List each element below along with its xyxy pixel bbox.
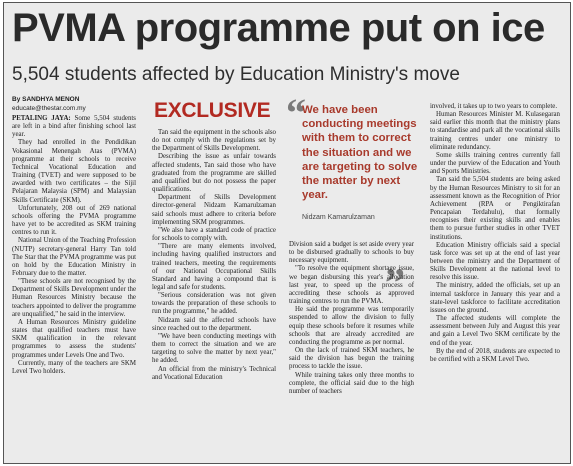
paragraph: Some skills training centres currently fall under the purview of the Education and Youth and Sports Ministries.	[430, 151, 560, 176]
paragraph: The ministry, added the officials, set up an internal taskforce in January this year and a state-level taskforce to facilitate accreditation issues on the ground.	[430, 282, 560, 314]
paragraph: "These schools are not recognised by the Department of Skills Development under the Human Resources Ministry because the teachers appointed to deliver the programme are unqualified," he said in the interview.	[12, 278, 136, 318]
newspaper-clipping	[3, 2, 571, 464]
paragraph: On the lack of trained SKM teachers, he said the division has begun the training process to tackle the issue.	[289, 347, 414, 371]
paragraph: Education Ministry officials said a special task force was set up at the end of last year between the ministry and the Department of Skills Development at the national level to resolve this issue.	[430, 241, 560, 282]
open-quote-icon: “	[286, 90, 306, 135]
paragraph: The affected students will complete the assessment between July and August this year and gain a Level Two SKM certificate by the end of the year.	[430, 315, 560, 347]
paragraph: Human Resources Minister M. Kulasegaran said earlier this month that the ministry plans to standardise and park all the vocational skills training centres under one ministry to eliminate redundancy.	[430, 111, 560, 151]
paragraph: PETALING JAYA: Some 5,504 students are left in a bind after finishing school last year.	[12, 115, 136, 139]
byline-author: By SANDHYA MENON	[12, 96, 80, 103]
paragraph: "We have been conducting meetings with them to correct the situation and we are targeting to solve the matter by next year," he added.	[152, 332, 276, 365]
paragraph: Unfortunately, 208 out of 269 national schools offering the PVMA programme have yet to be accredited as SKM training centres to run it.	[12, 204, 136, 237]
paragraph: "There are many elements involved, including having qualified instructors and trained teachers, meeting the requirements of our National Occupational Skills Standard and having a compound that is legal and safe for students.	[152, 243, 276, 291]
byline	[12, 95, 152, 113]
paragraph: Tan said the equipment in the schools also do not comply with the regulations set by the Department of Skills Development.	[152, 129, 276, 153]
paragraph: Describing the issue as unfair towards affected students, Tan said those who have graduated from the programme are skilled and qualified but do not possess the paper qualifications.	[152, 153, 276, 194]
paragraph: National Union of the Teaching Profession (NUTP) secretary-general Harry Tan told The Star that the PVMA programme was put on hold by the Education Ministry in February due to the matter.	[12, 237, 136, 277]
paragraph: They had enrolled in the Pendidikan Vokasional Menengah Atas (PVMA) programme at their schools to receive Technical Vocational Education and Training (TVET) and were supposed to be awarded with two certificates – the Sijil Pelajaran Malaysia (SPM) and Malaysian Skills Certificate (SKM).	[12, 139, 136, 204]
headline: PVMA programme put on ice	[12, 6, 545, 50]
pull-quote-text: We have been conducting meetings with them to correct the situation and we are targeting to solve the matter by next year.	[302, 104, 418, 202]
paragraph: He said the programme was temporarily suspended to allow the division to fully equip these schools before it resumes while schools that are already accredited are conducting the programme as per normal.	[289, 306, 414, 346]
paragraph: While training takes only three months to complete, the official said due to the high number of teachers	[289, 371, 414, 395]
exclusive-label: EXCLUSIVE	[154, 99, 271, 122]
paragraph: "We also have a standard code of practice for schools to comply with.	[152, 226, 276, 243]
paragraph: Department of Skills Development director-general Nidzam Kamarulzaman said schools must adhere to criteria before implementing SKM programmes.	[152, 194, 276, 226]
byline-email: educate@thestar.com.my	[12, 105, 86, 112]
close-quote-icon: ”	[385, 260, 405, 305]
paragraph: "To resolve the equipment shortage issue, we began disbursing this year's allocation last year, to speed up the process of accrediting these schools as approved training centres to run the PVMA.	[289, 265, 414, 306]
article-column-1	[12, 115, 136, 376]
article-column-2	[152, 129, 276, 382]
paragraph: involved, it takes up to two years to complete.	[430, 103, 558, 110]
paragraph: Nidzam said the affected schools have since reached out to the department.	[152, 316, 276, 332]
paragraph: Tan said the 5,504 students are being asked by the Human Resources Ministry to sit for an assessment known as the Recognition of Prior Achievement (RPA or Pengiktirafan Pencapaian Terdahulu), that formally recognises their existing skills and enables them to pursue further studies in other TVET institutions.	[430, 176, 560, 241]
paragraph: Currently, many of the teachers are SKM Level Two holders.	[12, 359, 136, 375]
article-column-4	[430, 103, 560, 364]
paragraph: An official from the ministry's Technical and Vocational Education	[152, 365, 276, 381]
paragraph: Division said a budget is set aside every year to be disbursed gradually to schools to buy necessary equipment.	[289, 241, 414, 265]
article-column-3	[289, 241, 414, 396]
paragraph: A Human Resources Ministry guideline states that qualified teachers must have SKM qualification in the relevant programmes to assess the students' programmes under Levels One and Two.	[12, 318, 136, 359]
paragraph: "Serious consideration was not given towards the preparation of these schools to run the programme," he added.	[152, 292, 276, 316]
pull-quote-attribution: Nidzam Kamarulzaman	[302, 214, 375, 221]
paragraph: By the end of 2018, students are expected to be certified with a SKM Level Two.	[430, 347, 560, 363]
subheadline: 5,504 students affected by Education Ministry's move	[12, 64, 460, 85]
dateline: PETALING JAYA:	[12, 115, 71, 122]
